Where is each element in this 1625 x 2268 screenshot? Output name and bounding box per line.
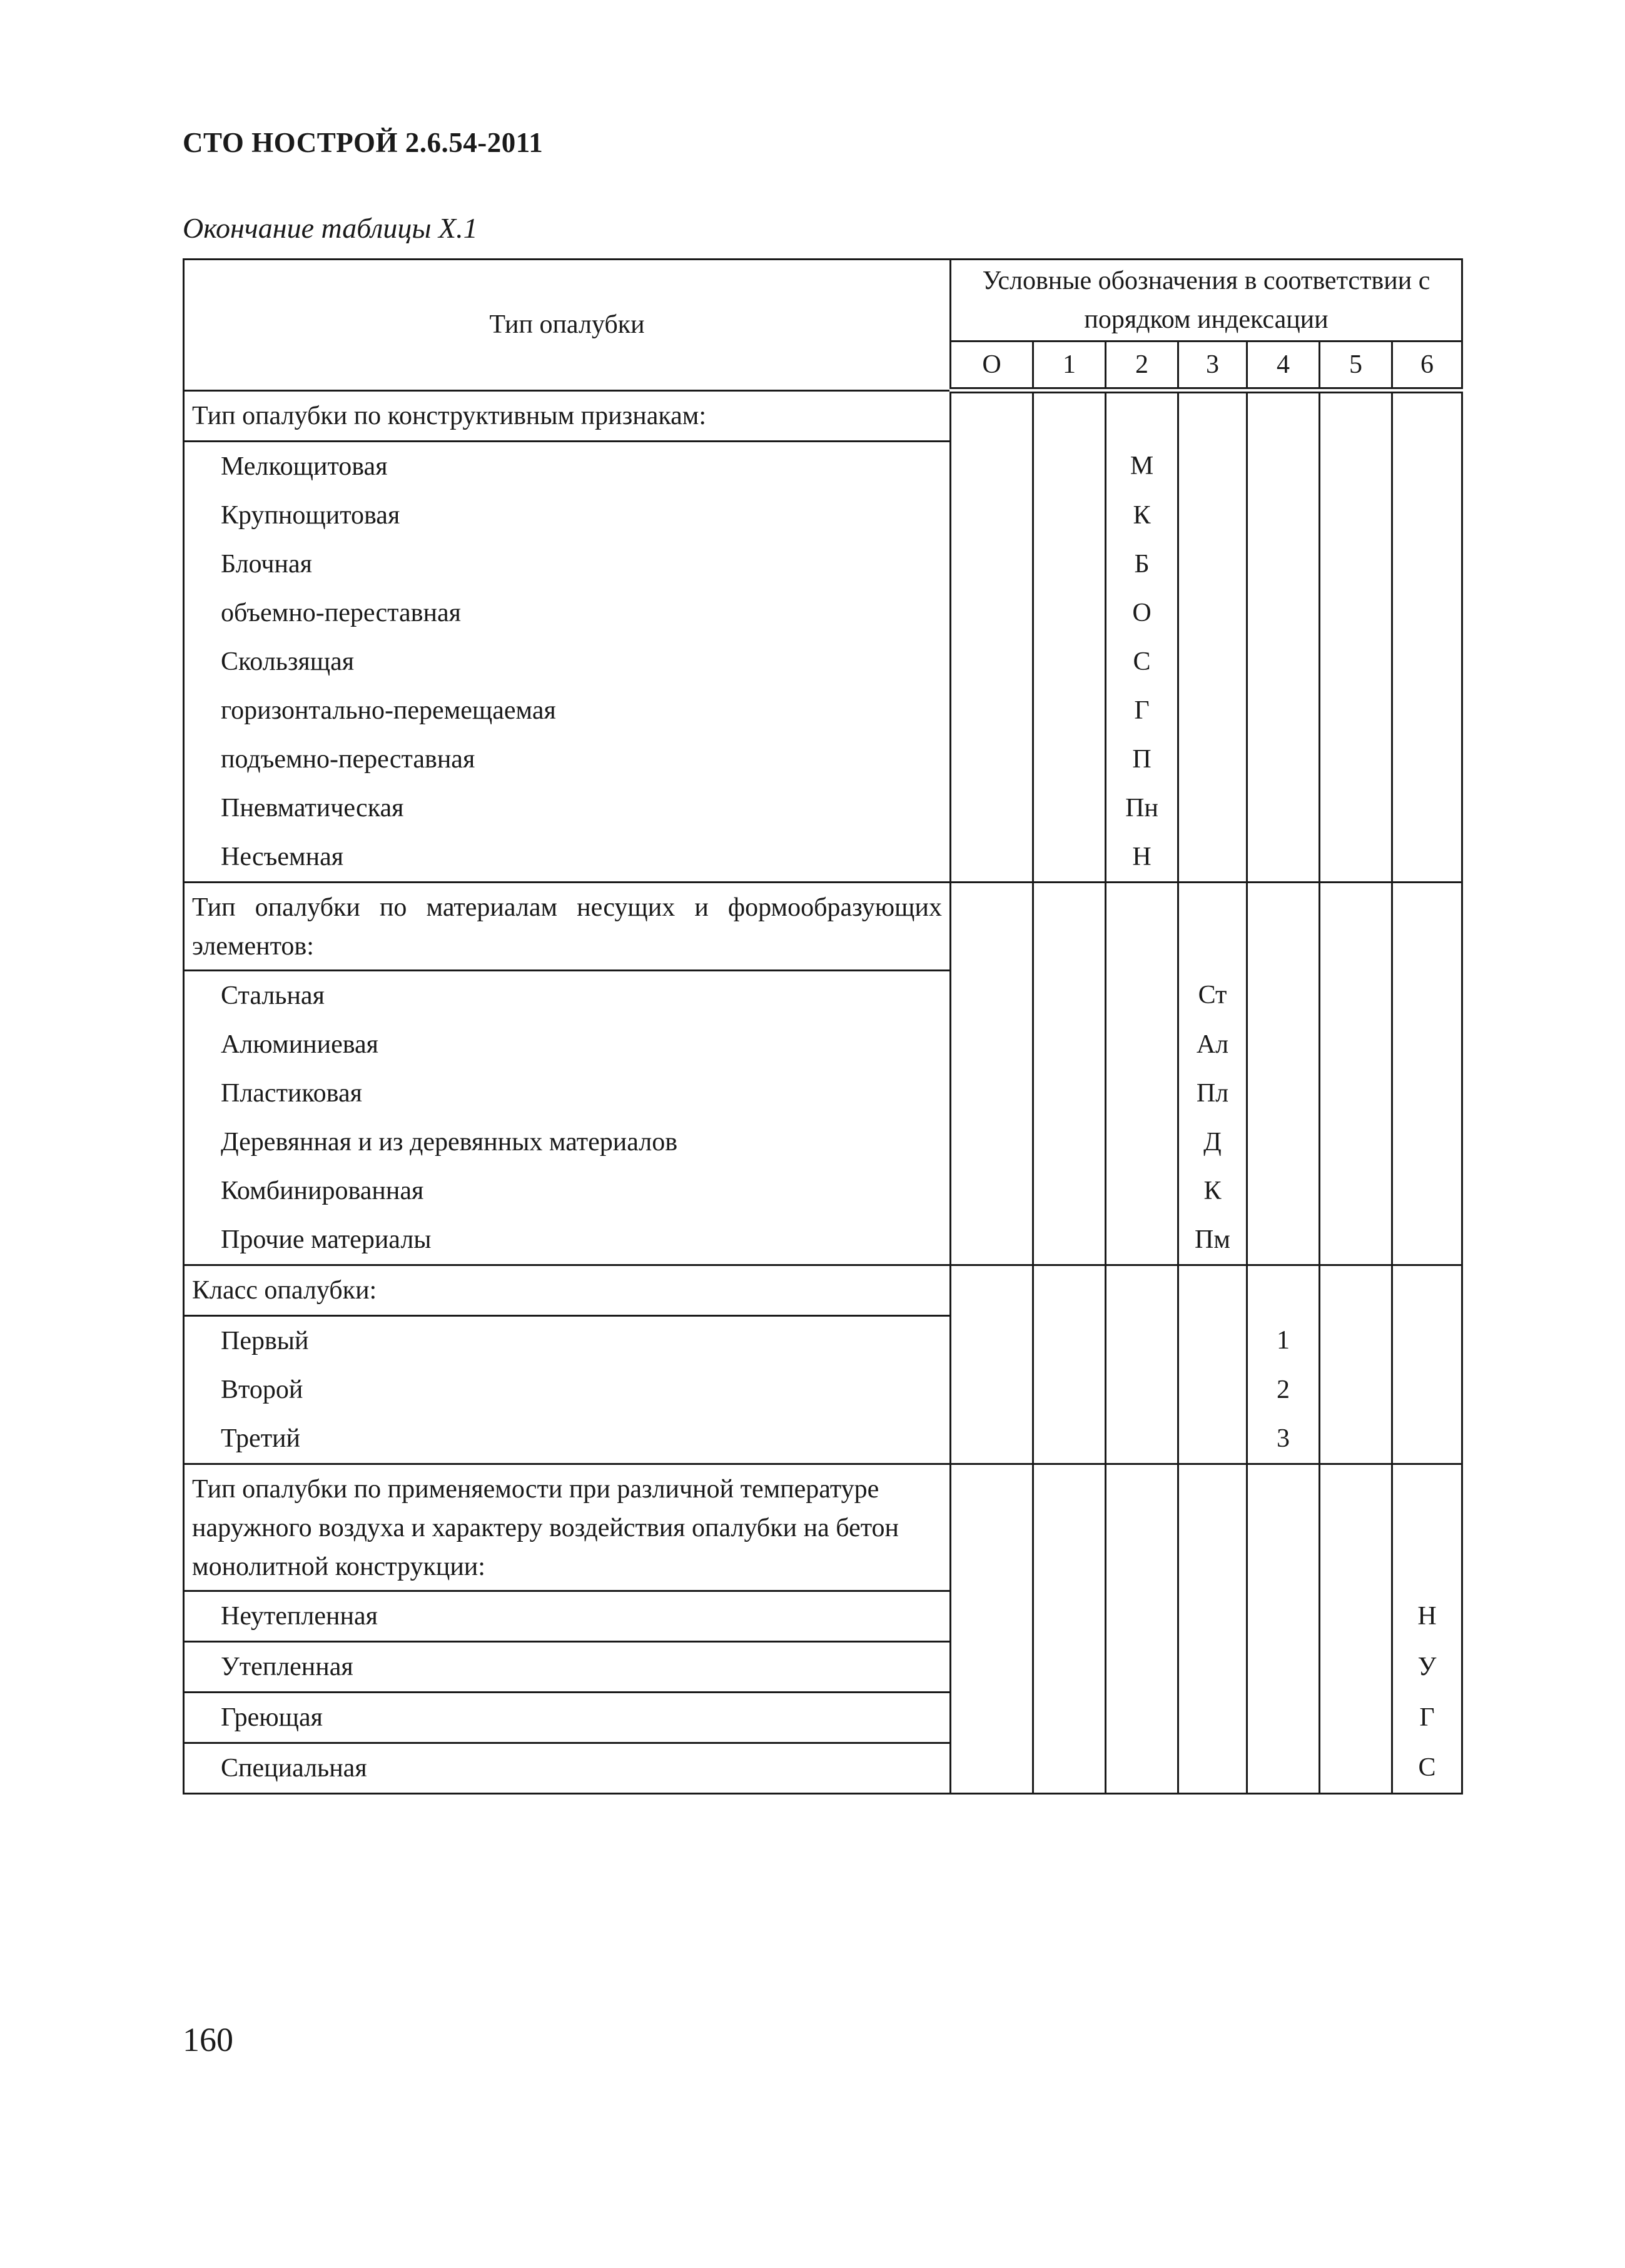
row-label: Второй [184, 1365, 951, 1414]
index-cell [951, 1118, 1033, 1167]
index-cell [1247, 1265, 1320, 1315]
index-cell [1178, 784, 1247, 833]
section-title: Класс опалубки: [184, 1265, 951, 1315]
designation-code: Г [1392, 1692, 1462, 1743]
table-row [184, 441, 1462, 491]
row-label: Прочие материалы [184, 1215, 951, 1265]
index-cell [1106, 390, 1178, 441]
index-cell [1178, 1315, 1247, 1365]
index-cell [1320, 637, 1392, 686]
row-label: Первый [184, 1315, 951, 1365]
index-cell [1320, 1118, 1392, 1167]
index-cell [1033, 1265, 1106, 1315]
index-cell [951, 784, 1033, 833]
index-cell [1320, 1641, 1392, 1692]
index-cell [1033, 540, 1106, 589]
designation-code: Пм [1178, 1215, 1247, 1265]
table-row [184, 1591, 1462, 1641]
index-cell [1247, 637, 1320, 686]
index-cell [1033, 686, 1106, 735]
table-row [184, 589, 1462, 637]
row-label: Греющая [184, 1692, 951, 1743]
index-cell [951, 1591, 1033, 1641]
index-cell [1033, 735, 1106, 784]
index-cell [1247, 441, 1320, 491]
table-row [184, 735, 1462, 784]
index-cell [951, 970, 1033, 1020]
row-label: Пластиковая [184, 1069, 951, 1118]
designation-code: Пн [1106, 784, 1178, 833]
row-label: Скользящая [184, 637, 951, 686]
index-cell [951, 441, 1033, 491]
index-cell [1320, 1692, 1392, 1743]
row-label: Третий [184, 1414, 951, 1464]
index-cell [1392, 589, 1462, 637]
index-cell [951, 1215, 1033, 1265]
table-row [184, 637, 1462, 686]
index-cell [1033, 1692, 1106, 1743]
index-cell [1106, 1692, 1178, 1743]
index-cell [1247, 735, 1320, 784]
index-cell [1106, 1743, 1178, 1793]
index-cell [1106, 1265, 1178, 1315]
index-cell [1178, 491, 1247, 540]
index-cell [951, 491, 1033, 540]
formwork-designation-table [183, 258, 1463, 1795]
index-cell [951, 637, 1033, 686]
index-cell [1247, 1215, 1320, 1265]
index-cell [1247, 1464, 1320, 1591]
index-cell [951, 1265, 1033, 1315]
designation-code: С [1106, 637, 1178, 686]
row-label: Неутепленная [184, 1591, 951, 1641]
row-label: Утепленная [184, 1641, 951, 1692]
index-cell [1106, 1167, 1178, 1215]
row-label: подъемно-переставная [184, 735, 951, 784]
index-cell [951, 1641, 1033, 1692]
column-header-type: Тип опалубки [184, 260, 951, 391]
index-cell [1392, 1167, 1462, 1215]
index-cell [1392, 1118, 1462, 1167]
index-cell [1106, 1641, 1178, 1692]
index-cell [1392, 441, 1462, 491]
index-cell [1392, 1265, 1462, 1315]
index-cell [1320, 1315, 1392, 1365]
index-cell [951, 1069, 1033, 1118]
index-cell [1033, 1020, 1106, 1069]
index-cell [1178, 390, 1247, 441]
index-cell [951, 735, 1033, 784]
index-cell [1033, 1591, 1106, 1641]
index-cell [1320, 1591, 1392, 1641]
index-cell [1247, 686, 1320, 735]
index-cell [951, 686, 1033, 735]
index-cell [1247, 784, 1320, 833]
index-header-2: 2 [1106, 342, 1178, 391]
index-cell [1178, 637, 1247, 686]
designation-code: Ст [1178, 970, 1247, 1020]
index-cell [1106, 1069, 1178, 1118]
index-cell [1106, 1414, 1178, 1464]
index-cell [1320, 833, 1392, 883]
table-row [184, 1414, 1462, 1464]
index-cell [951, 882, 1033, 970]
row-label: Мелкощитовая [184, 441, 951, 491]
table-row [184, 1020, 1462, 1069]
index-cell [1247, 390, 1320, 441]
index-cell [1178, 735, 1247, 784]
table-row [184, 1641, 1462, 1692]
index-cell [1106, 1020, 1178, 1069]
index-cell [1392, 1365, 1462, 1414]
designation-code: Б [1106, 540, 1178, 589]
index-cell [1033, 589, 1106, 637]
row-label: Несъемная [184, 833, 951, 883]
index-cell [1178, 686, 1247, 735]
index-header-6: 6 [1392, 342, 1462, 391]
index-cell [1320, 441, 1392, 491]
index-header-4: 4 [1247, 342, 1320, 391]
index-cell [1320, 491, 1392, 540]
table-caption: Окончание таблицы Х.1 [183, 212, 478, 244]
index-header-3: 3 [1178, 342, 1247, 391]
table-row [184, 1743, 1462, 1793]
index-cell [1320, 784, 1392, 833]
designation-code: О [1106, 589, 1178, 637]
index-cell [1033, 833, 1106, 883]
row-label: Стальная [184, 970, 951, 1020]
table-row [184, 1069, 1462, 1118]
index-cell [1247, 1118, 1320, 1167]
table-row [184, 784, 1462, 833]
section-title-row [184, 390, 1462, 441]
index-header-5: 5 [1320, 342, 1392, 391]
index-cell [1178, 1414, 1247, 1464]
index-cell [951, 589, 1033, 637]
index-cell [1247, 1020, 1320, 1069]
index-cell [1178, 833, 1247, 883]
index-cell [1320, 1265, 1392, 1315]
index-cell [1033, 784, 1106, 833]
index-cell [1320, 589, 1392, 637]
column-header-group: Условные обозначения в соответствии с порядком индексации [951, 260, 1462, 342]
index-cell [1392, 540, 1462, 589]
index-cell [1178, 1464, 1247, 1591]
index-header-0: О [951, 342, 1033, 391]
index-cell [1392, 1464, 1462, 1591]
index-cell [1247, 1743, 1320, 1793]
row-label: объемно-переставная [184, 589, 951, 637]
index-cell [1247, 589, 1320, 637]
index-cell [951, 1167, 1033, 1215]
section-title-row [184, 1265, 1462, 1315]
index-cell [1178, 1692, 1247, 1743]
row-label: Крупнощитовая [184, 491, 951, 540]
index-cell [1392, 1020, 1462, 1069]
index-cell [1033, 1464, 1106, 1591]
index-cell [951, 833, 1033, 883]
index-cell [1033, 1365, 1106, 1414]
index-cell [1178, 540, 1247, 589]
index-cell [1033, 1743, 1106, 1793]
designation-code: 2 [1247, 1365, 1320, 1414]
header-row [184, 260, 1462, 342]
index-cell [1033, 637, 1106, 686]
table-row [184, 491, 1462, 540]
index-cell [951, 1365, 1033, 1414]
index-cell [1247, 1167, 1320, 1215]
index-cell [1392, 686, 1462, 735]
index-cell [1320, 1365, 1392, 1414]
index-cell [1247, 540, 1320, 589]
row-label: горизонтально-перемещаемая [184, 686, 951, 735]
index-cell [1033, 1215, 1106, 1265]
index-cell [1320, 882, 1392, 970]
index-cell [951, 1692, 1033, 1743]
index-cell [951, 1464, 1033, 1591]
index-cell [1247, 491, 1320, 540]
designation-code: М [1106, 441, 1178, 491]
index-cell [1320, 686, 1392, 735]
index-cell [1033, 1167, 1106, 1215]
index-cell [1392, 390, 1462, 441]
index-cell [1320, 1464, 1392, 1591]
designation-code: К [1106, 491, 1178, 540]
index-cell [1178, 589, 1247, 637]
index-cell [1106, 1365, 1178, 1414]
index-cell [1033, 491, 1106, 540]
table-row [184, 1365, 1462, 1414]
index-cell [951, 1020, 1033, 1069]
index-cell [951, 390, 1033, 441]
designation-code: К [1178, 1167, 1247, 1215]
index-cell [1320, 1069, 1392, 1118]
index-header-1: 1 [1033, 342, 1106, 391]
row-label: Алюминиевая [184, 1020, 951, 1069]
row-label: Деревянная и из деревянных материалов [184, 1118, 951, 1167]
row-label: Блочная [184, 540, 951, 589]
index-cell [1247, 1692, 1320, 1743]
index-cell [1320, 1743, 1392, 1793]
section-title: Тип опалубки по материалам несущих и формообразующих элементов: [184, 882, 951, 970]
index-cell [1320, 1215, 1392, 1265]
index-cell [951, 1315, 1033, 1365]
document-code: СТО НОСТРОЙ 2.6.54-2011 [183, 127, 544, 158]
designation-code: П [1106, 735, 1178, 784]
table-row [184, 970, 1462, 1020]
index-cell [1033, 1414, 1106, 1464]
designation-code: Пл [1178, 1069, 1247, 1118]
index-cell [1033, 1118, 1106, 1167]
table-row [184, 686, 1462, 735]
table-row [184, 1315, 1462, 1365]
index-cell [1106, 1315, 1178, 1365]
index-cell [1392, 784, 1462, 833]
table-row [184, 1692, 1462, 1743]
index-cell [1106, 1118, 1178, 1167]
index-cell [1106, 882, 1178, 970]
index-cell [951, 540, 1033, 589]
designation-code: Н [1106, 833, 1178, 883]
index-cell [1392, 637, 1462, 686]
index-cell [1178, 1591, 1247, 1641]
index-cell [1320, 735, 1392, 784]
designation-code: 3 [1247, 1414, 1320, 1464]
index-cell [1392, 1215, 1462, 1265]
index-cell [1178, 882, 1247, 970]
designation-code: Д [1178, 1118, 1247, 1167]
designation-code: С [1392, 1743, 1462, 1793]
index-cell [1392, 1414, 1462, 1464]
index-cell [1247, 882, 1320, 970]
index-cell [1392, 970, 1462, 1020]
table-row [184, 1167, 1462, 1215]
index-cell [1106, 970, 1178, 1020]
index-cell [1106, 1591, 1178, 1641]
index-cell [1320, 1414, 1392, 1464]
index-cell [1033, 882, 1106, 970]
row-label: Специальная [184, 1743, 951, 1793]
index-cell [1106, 1215, 1178, 1265]
index-cell [1033, 1315, 1106, 1365]
index-cell [1392, 833, 1462, 883]
index-cell [951, 1743, 1033, 1793]
designation-code: 1 [1247, 1315, 1320, 1365]
index-cell [1178, 1365, 1247, 1414]
index-cell [1247, 833, 1320, 883]
index-cell [1033, 970, 1106, 1020]
index-cell [1392, 1069, 1462, 1118]
index-cell [1392, 735, 1462, 784]
index-cell [1320, 540, 1392, 589]
table-row [184, 1118, 1462, 1167]
designation-code: Н [1392, 1591, 1462, 1641]
index-cell [1247, 1591, 1320, 1641]
section-title-row [184, 1464, 1462, 1591]
designation-code: У [1392, 1641, 1462, 1692]
index-cell [1247, 970, 1320, 1020]
index-cell [1320, 970, 1392, 1020]
index-cell [1106, 1464, 1178, 1591]
index-cell [1392, 1315, 1462, 1365]
index-cell [1033, 390, 1106, 441]
index-cell [1392, 882, 1462, 970]
designation-code: Г [1106, 686, 1178, 735]
table-row [184, 540, 1462, 589]
index-cell [1320, 1020, 1392, 1069]
index-cell [1178, 1265, 1247, 1315]
index-cell [1320, 390, 1392, 441]
index-cell [1247, 1069, 1320, 1118]
index-cell [1033, 1641, 1106, 1692]
index-cell [951, 1414, 1033, 1464]
index-cell [1247, 1641, 1320, 1692]
index-cell [1178, 1743, 1247, 1793]
index-cell [1033, 441, 1106, 491]
index-cell [1178, 441, 1247, 491]
section-title: Тип опалубки по конструктивным признакам: [184, 390, 951, 441]
section-title: Тип опалубки по применяемости при различной температуре наружного воздуха и характеру воздействия опалубки на бетон монолитной конструкции: [184, 1464, 951, 1591]
index-cell [1033, 1069, 1106, 1118]
page-number: 160 [183, 2021, 233, 2058]
index-cell [1392, 491, 1462, 540]
row-label: Пневматическая [184, 784, 951, 833]
section-title-row [184, 882, 1462, 970]
table-row [184, 833, 1462, 883]
row-label: Комбинированная [184, 1167, 951, 1215]
table-row [184, 1215, 1462, 1265]
designation-code: Ал [1178, 1020, 1247, 1069]
index-cell [1320, 1167, 1392, 1215]
index-cell [1178, 1641, 1247, 1692]
